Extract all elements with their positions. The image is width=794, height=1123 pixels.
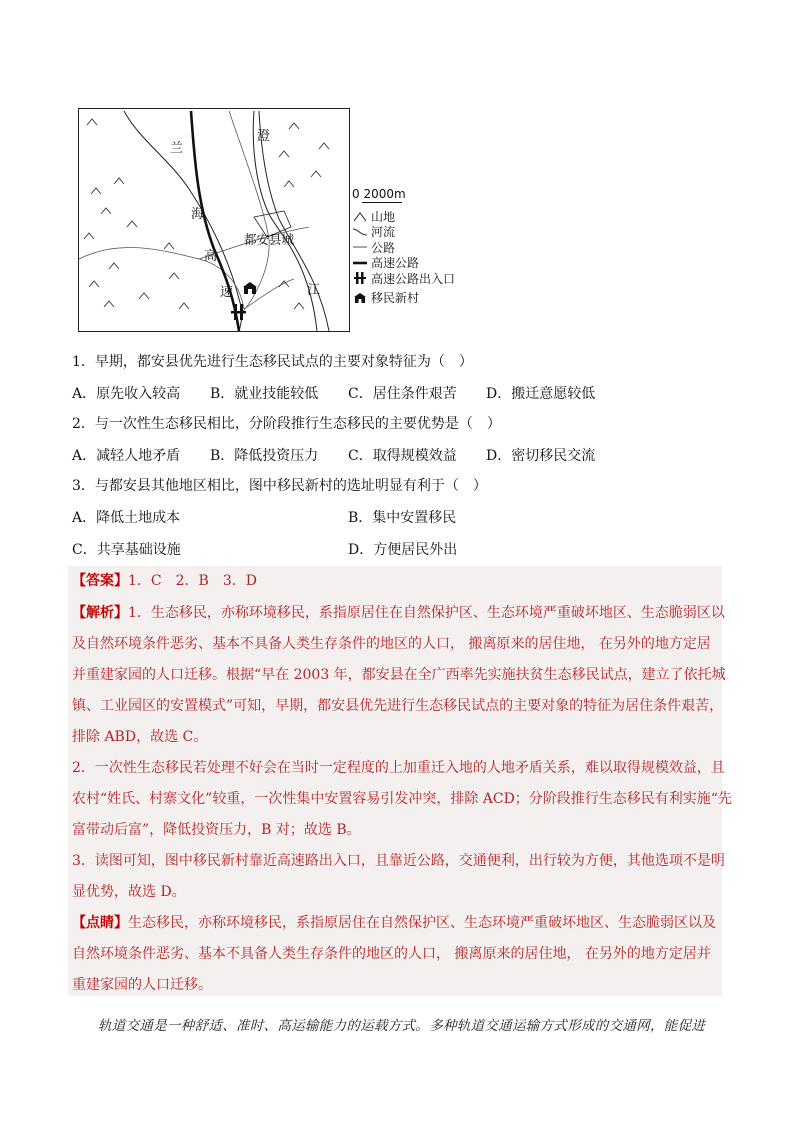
legend-item-river <box>352 224 455 240</box>
map-label-hai: 海 <box>191 207 205 222</box>
village-icon <box>243 282 257 294</box>
legend-item-highway-exit <box>352 271 455 287</box>
analysis-line-10: 显优势，故选 D。 <box>72 884 186 900</box>
analysis-line-8: 富带动后富”，降低投资压力，B 对；故选 B。 <box>72 822 361 838</box>
legend-label: 高速公路出入口 <box>371 271 456 286</box>
answer-text: 1．C 2．B 3．D <box>128 573 257 589</box>
analysis-line-6: 2．一次性生态移民若处理不好会在当时一定程度的上加重迁入地的人地矛盾关系，难以取得规模效益，且 <box>72 760 725 776</box>
next-passage-text: 轨道交通是一种舒适、准时、高运输能力的运载方式。多种轨道交通运输方式形成的交通网，能促进 <box>98 1018 706 1034</box>
map-label-lan: 兰 <box>170 141 184 156</box>
highway-icon <box>352 257 368 269</box>
question-2-option-a: A．减轻人地矛盾 <box>72 448 181 464</box>
scale-text: 0 2000m <box>352 186 406 201</box>
answer-tag: 【答案】 <box>72 573 128 589</box>
question-2-stem: 2．与一次性生态移民相比，分阶段推行生态移民的主要优势是（ ） <box>72 416 501 432</box>
map-label-county-town: 都安县城 <box>244 232 295 247</box>
legend-item-village <box>352 290 455 306</box>
analysis-tag: 【解析】 <box>72 605 128 621</box>
answer-line <box>72 571 257 591</box>
road-icon <box>352 241 368 253</box>
map-label-jiang: 江 <box>307 283 321 298</box>
legend-item-mountain <box>352 209 455 225</box>
legend-label: 山地 <box>371 209 396 224</box>
map-label-su: 速 <box>220 285 234 300</box>
analysis-line-3: 并重建家园的人口迁移。根据“早在 2003 年，都安县在全广西率先实施扶贫生态移民试点，建立了依托城 <box>72 667 726 683</box>
legend-item-highway <box>352 255 455 271</box>
question-3-option-d: D．方便居民外出 <box>348 542 458 558</box>
legend-label: 公路 <box>371 240 396 255</box>
comment-tag: 【点睛】 <box>72 915 128 931</box>
question-1-stem: 1．早期，都安县优先进行生态移民试点的主要对象特征为（ ） <box>72 354 473 370</box>
question-3-option-b: B．集中安置移民 <box>348 510 457 526</box>
legend-item-road <box>352 240 455 256</box>
question-1-option-b: B．就业技能较低 <box>210 386 319 402</box>
legend-label: 移民新村 <box>371 291 420 306</box>
question-2-option-d: D．密切移民交流 <box>486 448 596 464</box>
analysis-line-2: 及自然环境条件恶劣、基本不具备人类生存条件的地区的人口， 搬离原来的居住地， 在另外的地方定居 <box>72 636 711 652</box>
chengjiang-river <box>259 111 329 331</box>
map-legend <box>352 186 455 306</box>
mountain-icon <box>352 210 368 222</box>
analysis-line-5: 排除 ABD，故选 C。 <box>72 729 208 745</box>
scale-bar <box>352 186 455 202</box>
river-icon <box>352 226 368 238</box>
comment-line-3: 重建家园的人口迁移。 <box>72 977 212 993</box>
map-figure <box>78 108 350 332</box>
question-1-option-d: D．搬迁意愿较低 <box>486 386 596 402</box>
village-icon <box>352 292 368 304</box>
question-2-option-c: C．取得规模效益 <box>348 448 457 464</box>
map-label-gao: 高 <box>204 249 218 264</box>
chengjiang-river-bank <box>253 111 317 331</box>
question-1-option-c: C．居住条件艰苦 <box>348 386 457 402</box>
question-3-stem: 3．与都安县其他地区相比，图中移民新村的选址明显有利于（ ） <box>72 478 487 494</box>
highway-exit-icon <box>352 272 368 284</box>
analysis-line-1: 【解析】1．生态移民，亦称环境移民，系指原居住在自然保护区、生态环境严重破坏地区、生态脆弱区以 <box>72 605 725 621</box>
comment-line-2: 自然环境条件恶劣、基本不具备人类生存条件的地区的人口， 搬离原来的居住地， 在另外的地方定居并 <box>72 946 711 962</box>
question-3-option-a: A．降低土地成本 <box>72 510 181 526</box>
question-1-option-a: A．原先收入较高 <box>72 386 181 402</box>
analysis-line-7: 农村“姓氏、村寨文化”较重，一次性集中安置容易引发冲突，排除 ACD；分阶段推行生态移民有利实施“先 <box>72 791 732 807</box>
comment-line-1: 【点睛】生态移民，亦称环境移民，系指原居住在自然保护区、生态环境严重破坏地区、生态脆弱区以及 <box>72 915 716 931</box>
analysis-line-9: 3．读图可知，图中移民新村靠近高速路出入口，且靠近公路，交通便利，出行较为方便，其他选项不是明 <box>72 853 725 869</box>
question-2-option-b: B．降低投资压力 <box>210 448 319 464</box>
legend-label: 高速公路 <box>371 256 420 271</box>
question-3-option-c: C．共享基础设施 <box>72 542 181 558</box>
legend-label: 河流 <box>371 225 396 240</box>
mountain-icons <box>84 119 329 309</box>
map-label-cheng: 澄 <box>257 129 271 144</box>
analysis-line-4: 镇、工业园区的安置模式”可知，早期，都安县优先进行生态移民试点的主要对象的特征为居住条件艰苦， <box>72 698 724 714</box>
